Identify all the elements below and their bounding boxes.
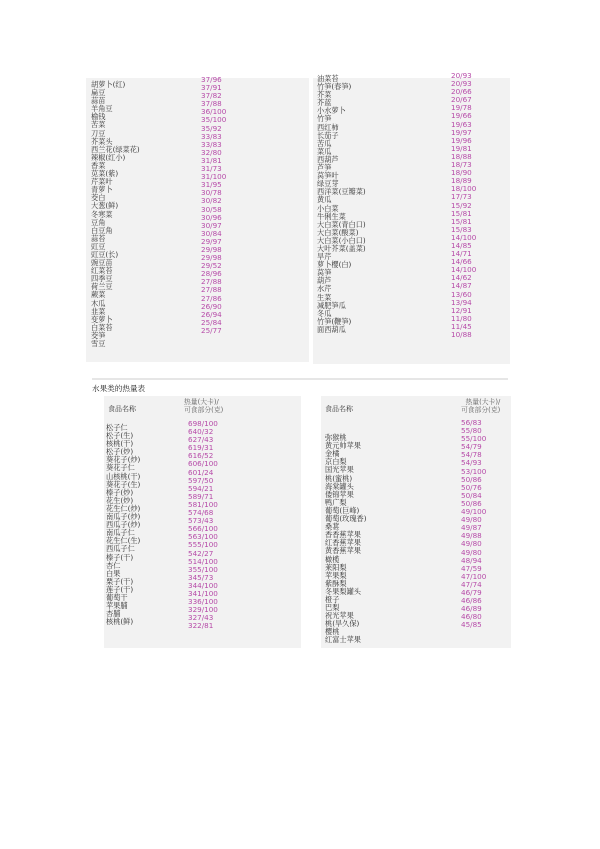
calorie-value: 55/80	[461, 426, 482, 436]
calorie-value: 19/96	[451, 135, 472, 145]
calorie-value: 50/86	[461, 498, 482, 508]
calorie-value: 47/59	[461, 563, 482, 573]
food-name: 南瓜子仁	[106, 528, 135, 538]
table-row	[91, 220, 301, 235]
food-name: 红菜苔	[91, 266, 113, 276]
food-name: 四季豆	[91, 274, 113, 284]
calorie-value: 15/83	[451, 224, 472, 234]
calorie-value: 18/73	[451, 160, 472, 170]
calorie-value: 20/67	[451, 95, 472, 105]
food-name: 白豆角	[91, 225, 113, 235]
food-name: 葵花子仁	[106, 463, 135, 473]
column-header-calories-line1: 热量(大卡)/	[184, 398, 219, 406]
table-row	[91, 75, 301, 89]
calorie-value: 18/90	[451, 168, 472, 178]
food-name: 减肥笋瓜	[317, 300, 346, 310]
food-name: 白菜苔	[91, 322, 113, 332]
food-name: 长茄子	[317, 130, 339, 140]
food-name: 蒜苗	[91, 96, 106, 106]
calorie-value: 37/91	[201, 83, 222, 93]
calorie-value: 19/66	[451, 111, 472, 121]
calorie-value: 627/43	[188, 435, 214, 445]
food-name: 红香蕉苹果	[325, 538, 361, 548]
calorie-value: 14/71	[451, 249, 472, 259]
vegetable-list-left	[91, 75, 301, 348]
calorie-value: 32/80	[201, 147, 222, 157]
food-name: 松子(炒)	[106, 447, 134, 457]
column-header-calories	[461, 398, 500, 414]
food-name: 苹果梨	[325, 570, 347, 580]
table-row	[317, 330, 507, 342]
calorie-value: 56/83	[461, 418, 482, 427]
calorie-value: 31/73	[201, 164, 222, 174]
food-name: 葵花子(炒)	[106, 455, 141, 465]
calorie-value: 14/100	[451, 265, 477, 275]
calorie-value: 33/83	[201, 139, 222, 149]
food-name: 大白菜(小白口)	[317, 235, 366, 245]
food-name: 西瓜子(炒)	[106, 520, 141, 530]
food-name: 京白梨	[325, 457, 347, 467]
calorie-value: 54/93	[461, 458, 482, 468]
calorie-value: 53/100	[461, 466, 487, 476]
food-name: 扁豆	[91, 88, 106, 98]
calorie-value: 54/78	[461, 450, 482, 460]
food-name: 豇豆(长)	[91, 249, 119, 259]
food-name: 油菜苔	[317, 74, 339, 83]
food-name: 西红柿	[317, 122, 339, 132]
table-row	[325, 634, 509, 645]
calorie-value: 581/100	[188, 499, 218, 509]
calorie-value: 29/97	[201, 236, 222, 246]
food-name: 韭菜	[91, 306, 106, 316]
calorie-value: 30/84	[201, 228, 222, 238]
calorie-value: 563/100	[188, 532, 218, 542]
calorie-value: 29/98	[201, 244, 222, 254]
food-name: 苦瓜	[317, 138, 332, 148]
calorie-value: 336/100	[188, 597, 218, 607]
calorie-value: 17/73	[451, 192, 472, 202]
column-header-food-name: 食品名称	[325, 405, 353, 413]
food-name: 花生仁(炒)	[106, 503, 141, 513]
food-name: 榆钱	[91, 112, 106, 122]
calorie-value: 15/81	[451, 216, 472, 226]
food-name: 竹笋(鞭笋)	[317, 316, 352, 326]
food-name: 弥猴桃	[325, 433, 347, 443]
column-header-food-name: 食品名称	[108, 405, 136, 413]
calorie-value: 49/80	[461, 515, 482, 525]
calorie-value: 31/81	[201, 155, 222, 165]
calorie-value: 11/80	[451, 313, 472, 323]
calorie-value: 20/93	[451, 79, 472, 89]
food-name: 芥菜	[317, 90, 332, 100]
calorie-value: 589/71	[188, 491, 214, 501]
food-name: 海棠罐头	[325, 481, 354, 491]
food-name: 芦笋	[317, 163, 332, 173]
calorie-value: 50/84	[461, 490, 482, 500]
food-name: 变萝卜	[91, 314, 113, 324]
calorie-value: 566/100	[188, 524, 218, 534]
food-name: 豌豆苗	[91, 258, 113, 268]
food-name: 胡萝卜(红)	[91, 80, 126, 89]
calorie-value: 640/32	[188, 427, 214, 437]
calorie-value: 54/79	[461, 442, 482, 452]
calorie-value: 14/85	[451, 240, 472, 250]
calorie-value: 344/100	[188, 580, 218, 590]
fruit-table-right-panel	[321, 396, 511, 648]
calorie-value: 14/62	[451, 273, 472, 283]
food-name: 刀豆	[91, 128, 106, 138]
food-name: 西葫芦	[317, 154, 339, 164]
calorie-value: 33/83	[201, 131, 222, 141]
food-name: 竹笋(春笋)	[317, 82, 352, 92]
food-name: 西瓜子仁	[106, 544, 135, 554]
fruit-section-title: 水果类的热量表	[92, 384, 146, 393]
food-name: 苦菜	[91, 120, 106, 130]
food-name: 辣椒(红小)	[91, 152, 126, 162]
calorie-value: 15/92	[451, 200, 472, 210]
food-name: 莲子(干)	[106, 584, 134, 594]
food-name: 黄香蕉苹果	[325, 546, 361, 556]
calorie-value: 49/100	[461, 507, 487, 517]
calorie-value: 19/81	[451, 143, 472, 153]
calorie-value: 573/43	[188, 516, 214, 526]
food-name: 栗子(干)	[106, 576, 134, 586]
food-name: 苹果脯	[106, 601, 128, 611]
calorie-value: 698/100	[188, 419, 218, 428]
calorie-value: 19/78	[451, 103, 472, 113]
food-name: 南瓜子(炒)	[106, 512, 141, 522]
calorie-value: 26/90	[201, 301, 222, 311]
table-row	[91, 340, 301, 348]
food-name: 松子仁	[106, 423, 128, 432]
food-name: 雪豆	[91, 339, 106, 348]
food-name: 黄瓜	[317, 195, 332, 205]
calorie-value: 329/100	[188, 605, 218, 615]
calorie-value: 619/31	[188, 443, 214, 453]
food-name: 西洋菜(豆瓣菜)	[317, 187, 366, 197]
fruit-table-left-panel	[104, 396, 301, 648]
calorie-value: 46/80	[461, 612, 482, 622]
food-name: 绿豆芽	[317, 179, 339, 189]
food-name: 倭锦苹果	[325, 489, 354, 499]
food-name: 香香蕉苹果	[325, 530, 361, 540]
calorie-value: 574/68	[188, 508, 214, 518]
calorie-value: 542/27	[188, 548, 214, 558]
calorie-value: 45/85	[461, 620, 482, 630]
food-name: 冬寒菜	[91, 209, 113, 219]
calorie-value: 327/43	[188, 613, 214, 623]
calorie-value: 30/96	[201, 212, 222, 222]
food-name: 桑葚	[325, 522, 340, 532]
calorie-value: 26/94	[201, 309, 222, 319]
vegetable-table-right-panel	[313, 71, 510, 364]
calorie-value: 50/76	[461, 482, 482, 492]
fruit-list-left	[106, 419, 296, 634]
calorie-value: 555/100	[188, 540, 218, 550]
calorie-value: 13/94	[451, 297, 472, 307]
calorie-value: 29/52	[201, 261, 222, 271]
calorie-value: 49/80	[461, 539, 482, 549]
calorie-value: 46/86	[461, 596, 482, 606]
calorie-value: 47/100	[461, 571, 487, 581]
column-header-calories-line2: 可食部分(克)	[461, 406, 501, 414]
calorie-value: 27/88	[201, 277, 222, 287]
food-name: 核桃(鲜)	[106, 617, 134, 627]
calorie-value: 18/89	[451, 176, 472, 186]
calorie-value: 597/50	[188, 475, 214, 485]
fruit-list-right	[325, 418, 509, 645]
food-name: 白果	[106, 568, 121, 578]
food-name: 红富士苹果	[325, 635, 361, 645]
food-name: 木瓜	[91, 298, 106, 308]
food-name: 豆角	[91, 217, 106, 227]
food-name: 大葱(鲜)	[91, 201, 119, 211]
food-name: 大白菜(青白口)	[317, 219, 366, 229]
food-name: 竹笋	[317, 114, 332, 124]
food-name: 松子(生)	[106, 431, 134, 441]
food-name: 巴梨	[325, 603, 340, 613]
food-name: 西兰花(绿菜花)	[91, 144, 140, 154]
calorie-value: 18/88	[451, 151, 472, 161]
calorie-value: 322/81	[188, 621, 214, 631]
calorie-value: 30/82	[201, 196, 222, 206]
calorie-value: 594/21	[188, 483, 214, 493]
calorie-value: 355/100	[188, 564, 218, 574]
food-name: 葡萄(巨峰)	[325, 505, 360, 515]
calorie-value: 20/93	[451, 71, 472, 80]
calorie-value: 49/87	[461, 523, 482, 533]
food-name: 黄元帅苹果	[325, 441, 361, 451]
food-name: 香菜	[91, 160, 106, 170]
calorie-value: 37/96	[201, 75, 222, 84]
food-name: 葡萄干	[106, 592, 128, 602]
calorie-value: 27/86	[201, 293, 222, 303]
food-name: 莴笋	[317, 268, 332, 278]
calorie-value: 14/66	[451, 257, 472, 267]
column-header-calories-line1: 热量(大卡)/	[465, 398, 501, 406]
calorie-value: 14/87	[451, 281, 472, 291]
calorie-value: 31/95	[201, 180, 222, 190]
food-name: 芥蓝	[317, 98, 332, 108]
calorie-value: 48/94	[461, 555, 482, 565]
calorie-value: 341/100	[188, 588, 218, 598]
calorie-value: 15/81	[451, 208, 472, 218]
food-name: 大叶芥菜(盖菜)	[317, 243, 366, 253]
food-name: 橙子	[325, 594, 340, 604]
food-name: 莴笋叶	[317, 171, 339, 181]
table-row	[91, 244, 301, 259]
food-name: 萝卜樱(白)	[317, 260, 352, 270]
calorie-value: 30/58	[201, 204, 222, 214]
food-name: 桃(旱久保)	[325, 619, 360, 629]
calorie-value: 30/78	[201, 188, 222, 198]
section-divider	[92, 378, 508, 380]
food-name: 莱阳梨	[325, 562, 347, 572]
calorie-value: 47/74	[461, 579, 482, 589]
food-name: 小水萝卜	[317, 106, 346, 116]
calorie-value: 28/96	[201, 269, 222, 279]
calorie-value: 50/86	[461, 474, 482, 484]
food-name: 葵花子(生)	[106, 479, 141, 489]
column-header-calories-line2: 可食部分(克)	[184, 406, 224, 414]
calorie-value: 345/73	[188, 572, 214, 582]
food-name: 冬瓜	[317, 308, 332, 318]
food-name: 紫酥梨	[325, 578, 347, 588]
food-name: 橄榄	[325, 554, 340, 564]
calorie-value: 27/88	[201, 285, 222, 295]
food-name: 茭笋	[91, 330, 106, 340]
calorie-value: 514/100	[188, 556, 218, 566]
calorie-value: 35/92	[201, 123, 222, 133]
calorie-value: 25/84	[201, 317, 222, 327]
calorie-value: 31/100	[201, 172, 227, 182]
calorie-value: 49/88	[461, 531, 482, 541]
food-name: 羊角豆	[91, 104, 113, 114]
calorie-value: 46/79	[461, 587, 482, 597]
food-name: 蒜苔	[91, 233, 106, 243]
food-name: 生菜	[317, 292, 332, 302]
food-name: 苋菜(紫)	[91, 169, 119, 179]
calorie-value: 19/97	[451, 127, 472, 137]
vegetable-list-right	[317, 71, 507, 342]
food-name: 冬果梨罐头	[325, 586, 361, 596]
food-name: 国光苹果	[325, 465, 354, 475]
food-name: 杏脯	[106, 609, 121, 619]
calorie-value: 49/80	[461, 547, 482, 557]
calorie-value: 35/100	[201, 115, 227, 125]
food-name: 榛子(炒)	[106, 487, 134, 497]
food-name: 荷兰豆	[91, 282, 113, 292]
calorie-value: 37/82	[201, 91, 222, 101]
food-name: 榛子(干)	[106, 552, 134, 562]
calorie-value: 19/63	[451, 119, 472, 129]
food-name: 杏仁	[106, 560, 121, 570]
food-name: 花生仁(生)	[106, 536, 141, 546]
calorie-value: 616/52	[188, 451, 214, 461]
food-name: 葡萄(玫瑰香)	[325, 514, 367, 524]
food-name: 核桃(干)	[106, 439, 134, 449]
food-name: 小白菜	[317, 203, 339, 213]
food-name: 菜瓜	[317, 146, 332, 156]
calorie-value: 14/100	[451, 232, 477, 242]
food-name: 葫芦	[317, 276, 332, 286]
calorie-value: 29/98	[201, 253, 222, 263]
vegetable-table-left-panel	[86, 75, 309, 362]
food-name: 祝光苹果	[325, 611, 354, 621]
food-name: 芥菜头	[91, 136, 113, 146]
food-name: 青萝卜	[91, 185, 113, 195]
calorie-value: 18/100	[451, 184, 477, 194]
calorie-value: 601/24	[188, 467, 214, 477]
food-name: 金橘	[325, 449, 340, 459]
food-name: 面西葫瓜	[317, 324, 346, 334]
food-name: 豇豆	[91, 241, 106, 251]
food-name: 牛俐生菜	[317, 211, 346, 221]
food-name: 旱芹	[317, 252, 332, 262]
column-header-calories	[184, 398, 223, 414]
calorie-value: 12/91	[451, 305, 472, 315]
food-name: 桃(蜜桃)	[325, 473, 353, 483]
food-name: 花生(炒)	[106, 495, 134, 505]
food-name: 大白菜(酸菜)	[317, 227, 359, 237]
calorie-value: 37/88	[201, 99, 222, 109]
calorie-value: 30/97	[201, 220, 222, 230]
calorie-value: 13/60	[451, 289, 472, 299]
food-name: 鸭广梨	[325, 497, 347, 507]
calorie-value: 10/88	[451, 330, 472, 339]
calorie-value: 20/66	[451, 87, 472, 97]
food-name: 山核桃(干)	[106, 471, 141, 481]
calorie-value: 25/77	[201, 325, 222, 335]
food-name: 蕨菜	[91, 290, 106, 300]
calorie-value: 606/100	[188, 459, 218, 469]
calorie-value: 55/100	[461, 434, 487, 444]
food-name: 芹菜叶	[91, 177, 113, 187]
food-name: 茭白	[91, 193, 106, 203]
food-name: 樱桃	[325, 627, 340, 637]
calorie-value: 36/100	[201, 107, 227, 117]
food-name: 水芹	[317, 284, 332, 294]
calorie-value: 11/45	[451, 321, 472, 331]
calorie-value: 46/89	[461, 604, 482, 614]
